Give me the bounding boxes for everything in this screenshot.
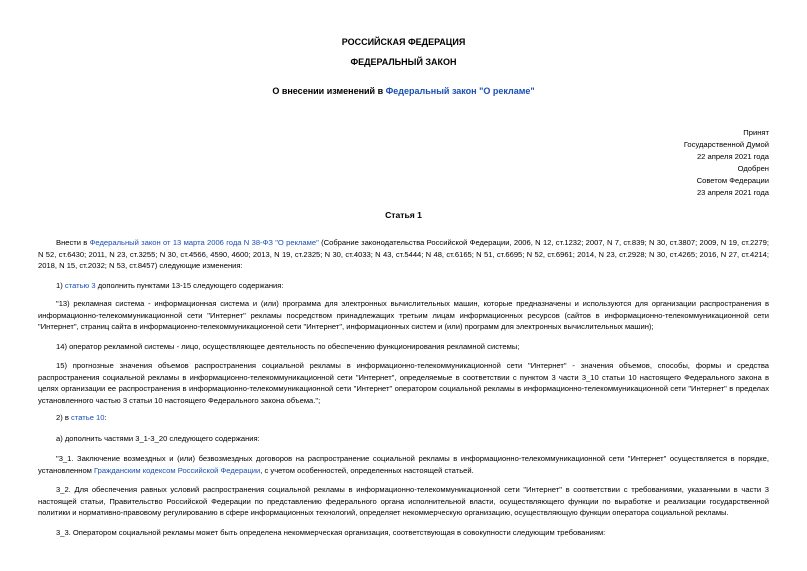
law-title-prefix: О внесении изменений в <box>272 86 386 96</box>
law-title <box>0 86 807 96</box>
adoption-line: Государственной Думой <box>683 140 769 149</box>
law-reference-link[interactable]: Федеральный закон от 13 марта 2006 года N 38-ФЗ "О рекламе" <box>89 238 319 247</box>
paragraph-item-2: 2) в статье 10: <box>56 413 107 422</box>
paragraph-intro: Внести в Федеральный закон от 13 марта 2006 года N 38-ФЗ "О рекламе" (Собрание законодательства Российской Федерации, 2006, N 12, ст.1232; 2007, N 7, ст.839; N 30, ст.3807; 2009, N 19, ст.2279; N 52, ст.6430; 2011, N 23, ст.3255; N 30, ст.4566, 4590, 4600; 2013, N 19, ст.2325; N 30, ст.4033; N 43, ст.5444; N 48, ст.6165; N 51, ст.6695; N 52, ст.6961; 2014, N 23, ст.2928; N 30, ст.4265; 2016, N 27, ст.4214; 2018, N 15, ст.2032; N 53, ст.8457) следующие изменения: <box>38 238 769 270</box>
paragraph-part-3-1: "3_1. Заключение возмездных и (или) безвозмездных договоров на распространение социальной рекламы в информационно-телекоммуникационной сети "Интернет" осуществляется в порядке, установленном Гражданским кодексом Российской Федерации, с учетом особенностей, определенных настоящей статьей. <box>38 454 769 475</box>
paragraph-part-3-2: 3_2. Для обеспечения равных условий распространения социальной рекламы в информационно-телекоммуникационной сети "Интернет" в соответствии с требованиями, указанными в части 3 настоящей статьи, Правительство Российской Федерации по представлению федерального органа исполнительной власти, осуществляющего функции по выработке и реализации государственной политики и нормативно-правовому регулированию в сфере информационных технологий, определяет некоммерческую организацию, осуществляющую функции оператора социальной рекламы. <box>38 485 769 517</box>
paragraph-item-1: 1) статью 3 дополнить пунктами 13-15 следующего содержания: <box>56 281 284 290</box>
adoption-line: 23 апреля 2021 года <box>696 188 769 197</box>
paragraph-item-14: 14) оператор рекламной системы - лицо, осуществляющее деятельность по обеспечению функционирования рекламной системы; <box>56 342 520 351</box>
paragraph-subitem-a: а) дополнить частями 3_1-3_20 следующего содержания: <box>56 434 260 443</box>
paragraph-item-15: 15) прогнозные значения объемов распространения социальной рекламы в информационно-телекоммуникационной сети "Интернет" - значения объемов, способы, формы и средства распространения социальной рекламы в информационно-телекоммуникационной сети "Интернет", определяемые в соответствии с пунктом 3 части 3_10 статьи 10 настоящего Федерального закона в целях организации ее распространения в информационно-телекоммуникационной сети "Интернет" оператором социальной рекламы в информационно-телекоммуникационной сети "Интернет" в пределах установленного частью 3 статьи 10 настоящего Федерального закона объема."; <box>38 361 769 405</box>
paragraph-part-3-3: 3_3. Оператором социальной рекламы может быть определена некоммерческая организация, соответствующая в совокупности следующим требованиям: <box>56 528 606 537</box>
adoption-block <box>684 127 769 199</box>
law-title-link[interactable]: Федеральный закон "О рекламе" <box>385 86 535 96</box>
law-type-heading: ФЕДЕРАЛЬНЫЙ ЗАКОН <box>350 57 457 67</box>
adoption-line: Одобрен <box>737 164 769 173</box>
country-heading: РОССИЙСКАЯ ФЕДЕРАЦИЯ <box>341 37 466 47</box>
article-title: Статья 1 <box>385 210 422 220</box>
civil-code-link[interactable]: Гражданским кодексом Российской Федерации <box>94 465 261 475</box>
adoption-line: 22 апреля 2021 года <box>696 152 769 161</box>
adoption-line: Советом Федерации <box>696 176 769 185</box>
article-10-link[interactable]: статье 10 <box>71 413 105 422</box>
adoption-line: Принят <box>743 128 769 137</box>
paragraph-item-13: "13) рекламная система - информационная система и (или) программа для электронных вычислительных машин, которые предназначены и используются для организации распространения в информационно-телекоммуникационной сети "Интернет" рекламы посредством принадлежащих третьим лицам информационных ресурсов (сайтов в информационно-телекоммуникационной сети "Интернет", страниц сайта в информационно-телекоммуникационной сети "Интернет", информационных систем и (или) программ для электронных вычислительных машин); <box>38 299 769 331</box>
article-3-link[interactable]: статью 3 <box>64 281 96 290</box>
